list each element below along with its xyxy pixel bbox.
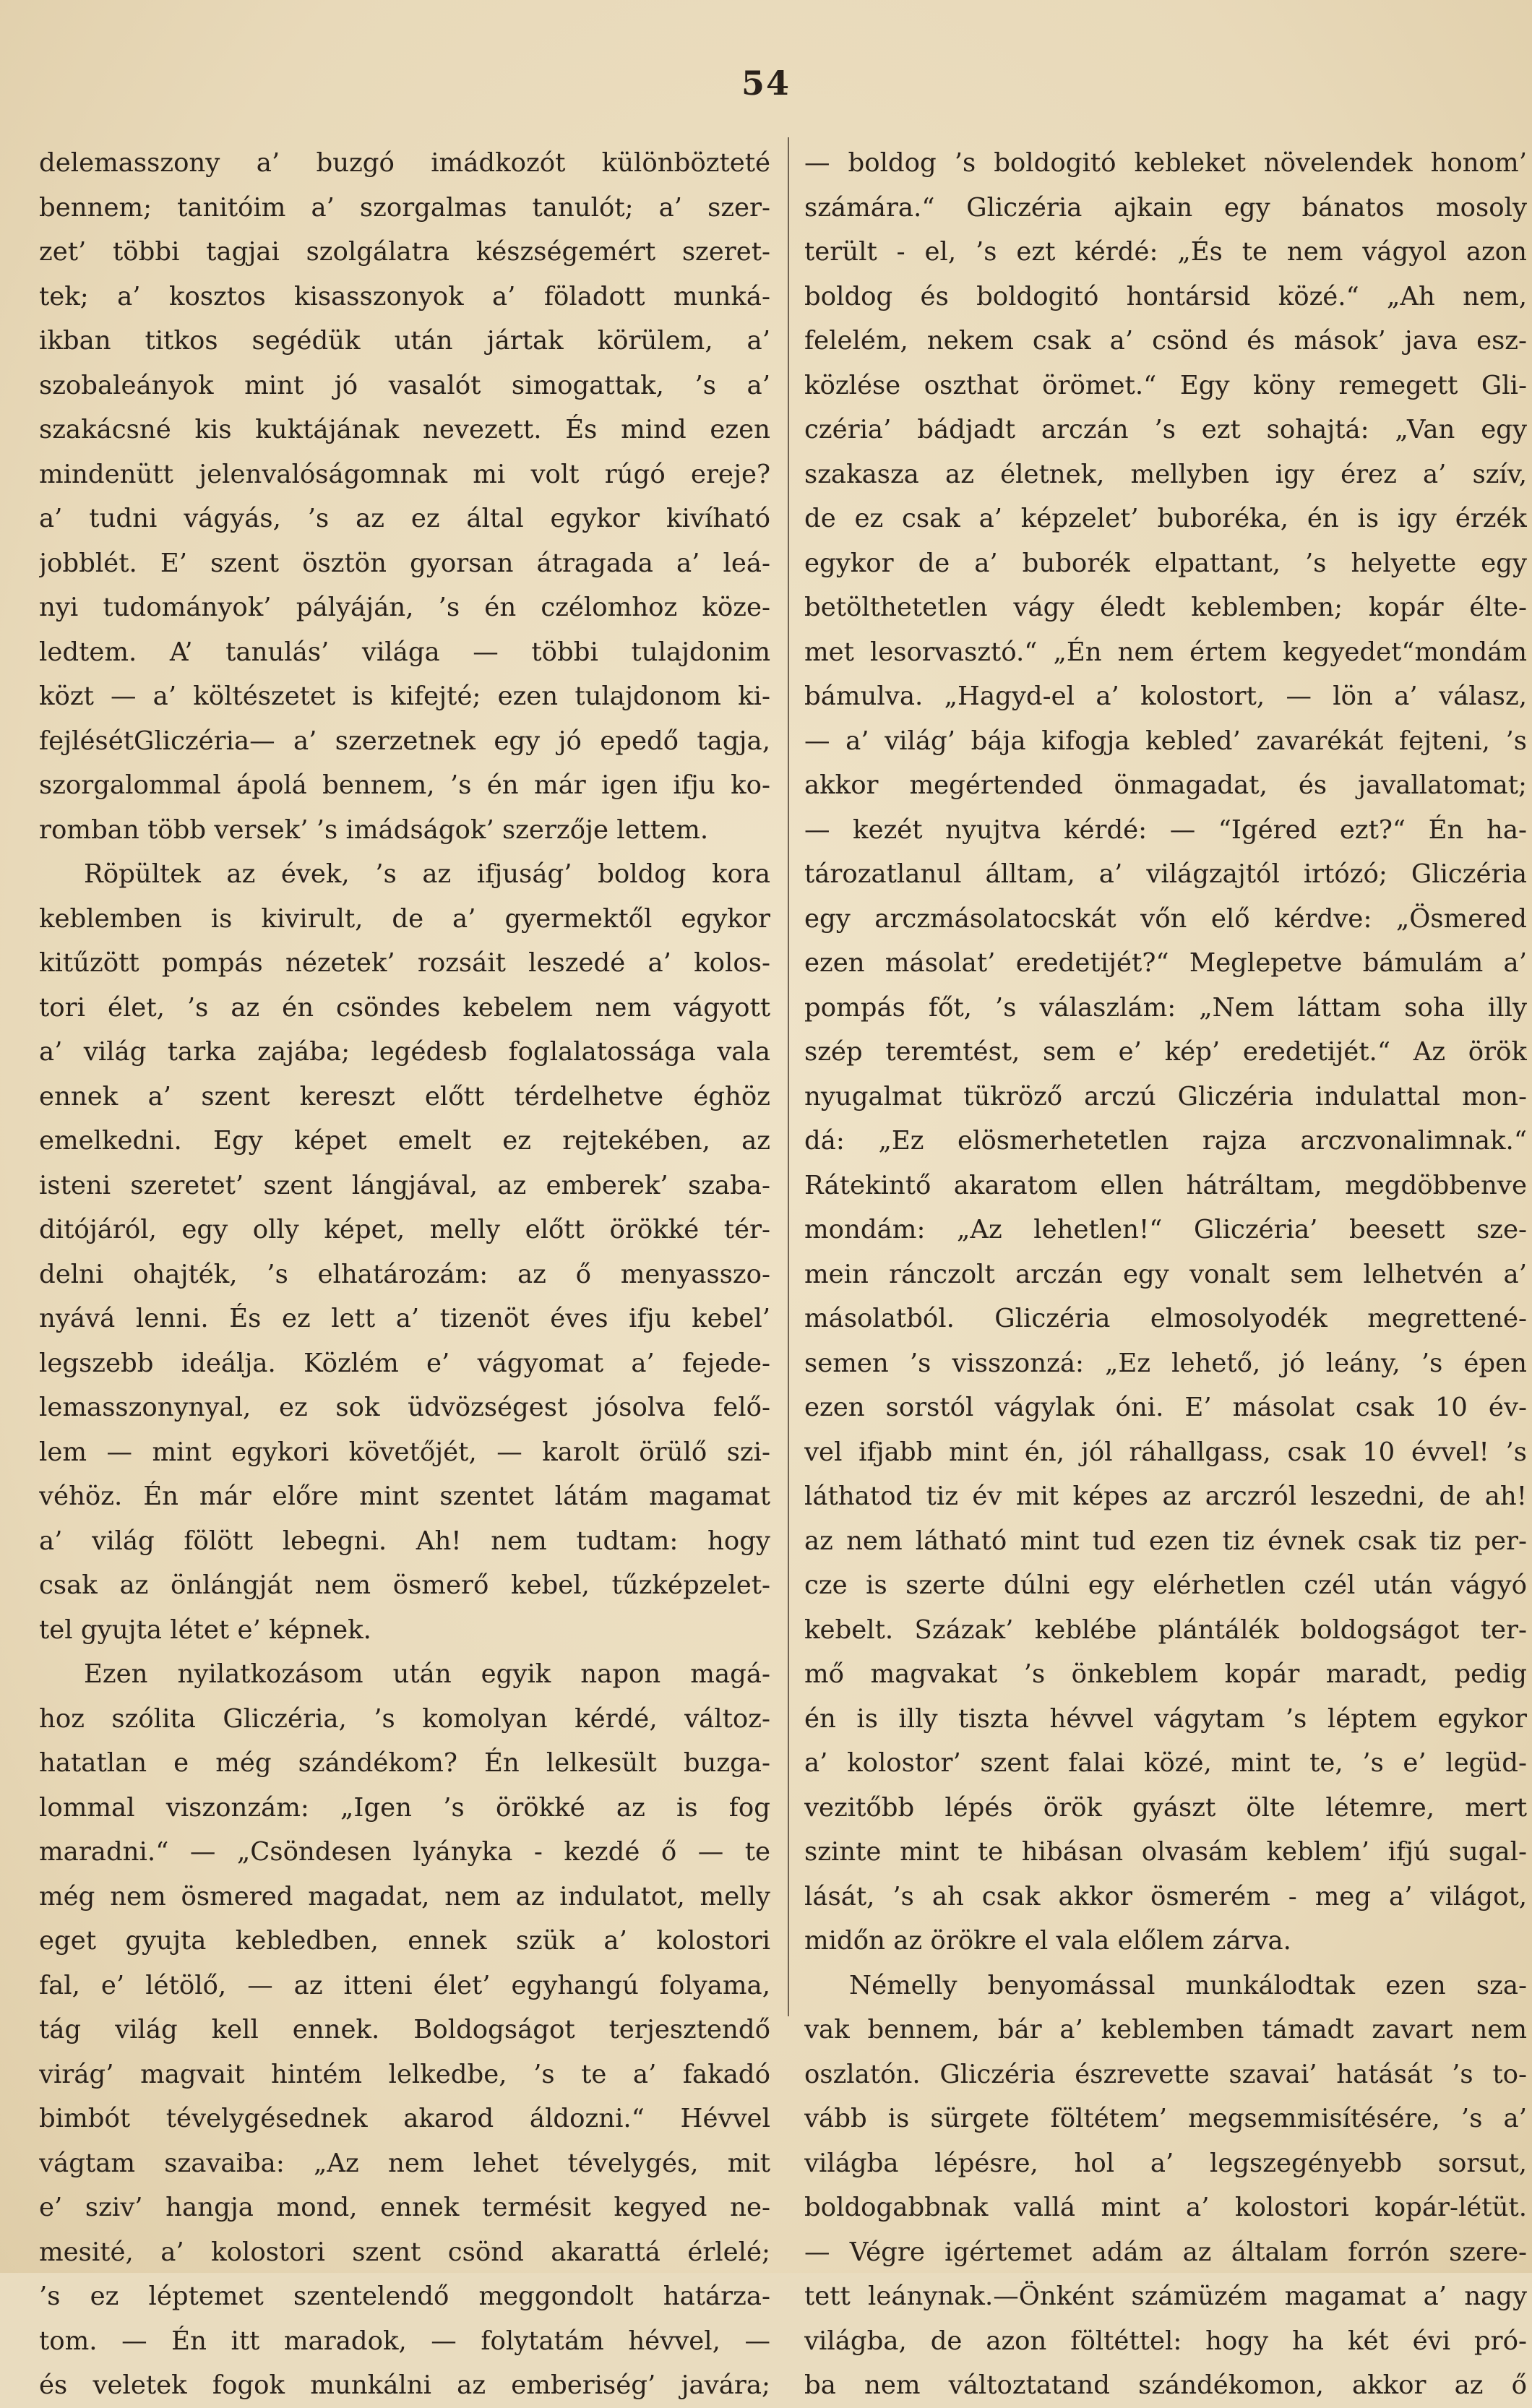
- text-line: mondám: „Az lehetlen!“ Gliczéria’ beesett sze-: [804, 1215, 1527, 1244]
- text-line: világba, de azon föltéttel: hogy ha két évi pró-: [804, 2326, 1527, 2356]
- text-line: a’ világ tarka zajába; legédesb foglalatossága vala: [39, 1037, 770, 1067]
- text-line: szakácsné kis kuktájának nevezett. És mind ezen: [39, 415, 770, 444]
- text-line: betölthetetlen vágy éledt keblemben; kopár élte-: [804, 593, 1527, 622]
- text-line: tározatlanul álltam, a’ világzajtól irtózó; Gliczéria: [804, 859, 1527, 889]
- text-line: egykor de a’ buborék elpattant, ’s helyette egy: [804, 548, 1527, 578]
- text-line: hatatlan e még szándékom? Én lelkesült buzga-: [39, 1748, 770, 1778]
- text-line: lommal viszonzám: „Igen ’s örökké az is fog: [39, 1792, 770, 1823]
- text-line: hoz szólita Gliczéria, ’s komolyan kérdé, változ-: [39, 1703, 770, 1734]
- text-line: zet’ többi tagjai szolgálatra készségemért szeret-: [39, 237, 770, 267]
- text-line: oszlatón. Gliczéria észrevette szavai’ hatását ’s to-: [804, 2059, 1527, 2089]
- text-line: tett leánynak.—Önként számüzém magamat a’ nagy: [804, 2282, 1527, 2311]
- left-text-column: [39, 141, 770, 2408]
- text-line: világba lépésre, hol a’ legszegényebb sorsut,: [804, 2148, 1527, 2178]
- text-line: mein ránczolt arczán egy vonalt sem lelhetvén a’: [804, 1259, 1527, 1289]
- text-line: pompás főt, ’s válaszlám: „Nem láttam soha illy: [804, 992, 1527, 1023]
- text-line: ennek a’ szent kereszt előtt térdelhetve éghöz: [39, 1081, 770, 1111]
- text-line: kitűzött pompás nézetek’ rozsáit leszedé a’ kolos-: [39, 948, 770, 978]
- text-line: ditójáról, egy olly képet, melly előtt örökké tér-: [39, 1215, 770, 1244]
- text-line: szép teremtést, sem e’ kép’ eredetijét.“ Az örök: [804, 1037, 1527, 1067]
- text-line: az nem látható mint tud ezen tiz évnek csak tiz per-: [804, 1526, 1527, 1556]
- text-line: czéria’ bádjadt arczán ’s ezt sohajtá: „Van egy: [804, 415, 1527, 444]
- text-line: akkor megértended önmagadat, és javallatomat;: [804, 770, 1527, 800]
- text-line: szobaleányok mint jó vasalót simogattak, ’s a’: [39, 370, 770, 400]
- text-line: ’s ez léptemet szentelendő meggondolt határza-: [39, 2282, 770, 2311]
- text-line: — kezét nyujtva kérdé: — “Igéred ezt?“ Én ha-: [804, 814, 1527, 845]
- text-line: delni ohajték, ’s elhatározám: az ő menyasszo-: [39, 1259, 770, 1289]
- text-line: vezitőbb lépés örök gyászt ölte létemre, mert: [804, 1792, 1527, 1823]
- text-line: bimbót tévelygésednek akarod áldozni.“ Hévvel: [39, 2104, 770, 2133]
- text-line: Ezen nyilatkozásom után egyik napon magá-: [84, 1659, 770, 1689]
- text-line: lem — mint egykori követőjét, — karolt örülő szi-: [39, 1437, 770, 1467]
- text-line: delemasszony a’ buzgó imádkozót különbözteté: [39, 148, 770, 178]
- text-line: szinte mint te hibásan olvasám keblem’ ifjú sugal-: [804, 1837, 1527, 1867]
- page-number: 54: [741, 64, 791, 103]
- text-line: szakasza az életnek, mellyben igy érez a’ szív,: [804, 459, 1527, 489]
- text-line: — boldog ’s boldogitó kebleket növelendek honom’: [804, 148, 1527, 178]
- text-line: fal, e’ létölő, — az itteni élet’ egyhangú folyama,: [39, 1970, 770, 2000]
- text-line: ledtem. A’ tanulás’ világa — többi tulajdonim: [39, 637, 770, 667]
- text-line: még nem ösmered magadat, nem az indulatot, melly: [39, 1881, 770, 1912]
- text-line: eget gyujta kebledben, ennek szük a’ kolostori: [39, 1926, 770, 1956]
- text-line: Röpültek az évek, ’s az ifjuság’ boldog kora: [84, 859, 770, 889]
- text-line: bámulva. „Hagyd-el a’ kolostort, — lön a’ válasz,: [804, 681, 1527, 711]
- text-line: e’ sziv’ hangja mond, ennek termésit kegyed ne-: [39, 2193, 770, 2222]
- text-line: tek; a’ kosztos kisasszonyok a’ föladott munká-: [39, 281, 770, 311]
- text-line: keblemben is kivirult, de a’ gyermektől egykor: [39, 903, 770, 934]
- text-line: de ez csak a’ képzelet’ buboréka, én is igy érzék: [804, 504, 1527, 533]
- text-line: mő magvakat ’s önkeblem kopár maradt, pedig: [804, 1659, 1527, 1689]
- text-line: tori élet, ’s az én csöndes kebelem nem vágyott: [39, 992, 770, 1023]
- text-line: kebelt. Százak’ keblébe plántálék boldogságot ter-: [804, 1614, 1527, 1645]
- text-line: ikban titkos segédük után jártak körülem, a’: [39, 326, 770, 356]
- text-line: semen ’s visszonzá: „Ez lehető, jó leány, ’s épen: [804, 1348, 1527, 1378]
- text-line: szorgalommal ápolá bennem, ’s én már igen ifju ko-: [39, 770, 770, 800]
- text-line: vább is sürgete föltétem’ megsemmisítésére, ’s a’: [804, 2104, 1527, 2133]
- text-line: terült - el, ’s ezt kérdé: „És te nem vágyol azon: [804, 237, 1527, 267]
- text-line: közt — a’ költészetet is kifejté; ezen tulajdonom ki-: [39, 681, 770, 711]
- text-line: én is illy tiszta hévvel vágytam ’s léptem egykor: [804, 1703, 1527, 1734]
- text-line: számára.“ Gliczéria ajkain egy bánatos mosoly: [804, 192, 1527, 223]
- text-line: emelkedni. Egy képet emelt ez rejtekében, az: [39, 1126, 770, 1156]
- text-line: nyugalmat tükröző arczú Gliczéria indulattal mon-: [804, 1081, 1527, 1111]
- column-divider: [788, 137, 789, 2016]
- text-line: ezen másolat’ eredetijét?“ Meglepetve bámulám a’: [804, 948, 1527, 978]
- text-line: láthatod tiz év mit képes az arczról leszedni, de ah!: [804, 1482, 1527, 1511]
- text-line: mesité, a’ kolostori szent csönd akarattá érlelé;: [39, 2237, 770, 2267]
- text-line: — Végre igértemet adám az általam forrón szere-: [804, 2237, 1527, 2267]
- text-line: maradni.“ — „Csöndesen lyányka - kezdé ő — te: [39, 1837, 770, 1867]
- text-line: isteni szeretet’ szent lángjával, az emberek’ szaba-: [39, 1170, 770, 1200]
- text-line: a’ tudni vágyás, ’s az ez által egykor kivíható: [39, 504, 770, 533]
- text-line: dá: „Ez elösmerhetetlen rajza arczvonalimnak.“: [804, 1126, 1527, 1156]
- text-line: fejlésétGliczéria— a’ szerzetnek egy jó epedő tagja,: [39, 726, 770, 756]
- text-line: vágtam szavaiba: „Az nem lehet tévelygés, mit: [39, 2148, 770, 2178]
- text-line: lását, ’s ah csak akkor ösmerém - meg a’ világot,: [804, 1881, 1527, 1912]
- text-line: egy arczmásolatocskát vőn elő kérdve: „Ösmered: [804, 903, 1527, 934]
- text-line: közlése oszthat örömet.“ Egy köny remegett Gli-: [804, 370, 1527, 400]
- text-line: met lesorvasztó.“ „Én nem értem kegyedet“mondám: [804, 637, 1527, 667]
- text-line: cze is szerte dúlni egy elérhetlen czél után vágyó: [804, 1570, 1527, 1600]
- text-line: Némelly benyomással munkálodtak ezen sza-: [849, 1970, 1527, 2000]
- text-line: jobblét. E’ szent ösztön gyorsan átragada a’ leá-: [39, 548, 770, 578]
- text-line: másolatból. Gliczéria elmosolyodék megrettené-: [804, 1304, 1527, 1333]
- text-line: midőn az örökre el vala előlem zárva.: [804, 1926, 1291, 1956]
- text-line: bennem; tanitóim a’ szorgalmas tanulót; a’ szer-: [39, 192, 770, 223]
- text-line: mindenütt jelenvalóságomnak mi volt rúgó ereje?: [39, 459, 770, 489]
- text-line: boldogabbnak vallá mint a’ kolostori kopár-létüt.: [804, 2193, 1527, 2222]
- text-line: Rátekintő akaratom ellen hátráltam, megdöbbenve: [804, 1170, 1527, 1200]
- text-line: felelém, nekem csak a’ csönd és mások’ java esz-: [804, 326, 1527, 356]
- text-line: ba nem változtatand szándékomon, akkor az ő: [804, 2370, 1527, 2400]
- text-line: vel ifjabb mint én, jól ráhallgass, csak 10 évvel! ’s: [804, 1437, 1527, 1467]
- text-line: virág’ magvait hintém lelkedbe, ’s te a’ fakadó: [39, 2059, 770, 2089]
- text-line: véhöz. Én már előre mint szentet látám magamat: [39, 1482, 770, 1511]
- text-line: boldog és boldogitó hontársid közé.“ „Ah nem,: [804, 281, 1527, 311]
- text-line: csak az önlángját nem ösmerő kebel, tűzképzelet-: [39, 1570, 770, 1600]
- text-line: a’ kolostor’ szent falai közé, mint te, ’s e’ legüd-: [804, 1748, 1527, 1778]
- right-text-column: [804, 141, 1527, 2408]
- text-line: nyává lenni. És ez lett a’ tizenöt éves ifju kebel’: [39, 1304, 770, 1333]
- text-line: tág világ kell ennek. Boldogságot terjesztendő: [39, 2015, 770, 2044]
- text-line: a’ világ fölött lebegni. Ah! nem tudtam: hogy: [39, 1526, 770, 1556]
- text-line: romban több versek’ ’s imádságok’ szerzője lettem.: [39, 814, 709, 845]
- text-line: és veletek fogok munkálni az emberiség’ javára;: [39, 2370, 770, 2400]
- text-line: vak bennem, bár a’ keblemben támadt zavart nem: [804, 2015, 1527, 2044]
- text-line: lemasszonynyal, ez sok üdvözségest jósolva felő-: [39, 1393, 770, 1422]
- text-line: ezen sorstól vágylak óni. E’ másolat csak 10 év-: [804, 1393, 1527, 1422]
- text-line: — a’ világ’ bája kifogja kebled’ zavarékát fejteni, ’s: [804, 726, 1527, 756]
- text-line: nyi tudományok’ pályáján, ’s én czélomhoz köze-: [39, 593, 770, 622]
- text-line: tom. — Én itt maradok, — folytatám hévvel, —: [39, 2326, 770, 2356]
- text-line: tel gyujta létet e’ képnek.: [39, 1614, 371, 1645]
- text-line: legszebb ideálja. Közlém e’ vágyomat a’ fejede-: [39, 1348, 770, 1378]
